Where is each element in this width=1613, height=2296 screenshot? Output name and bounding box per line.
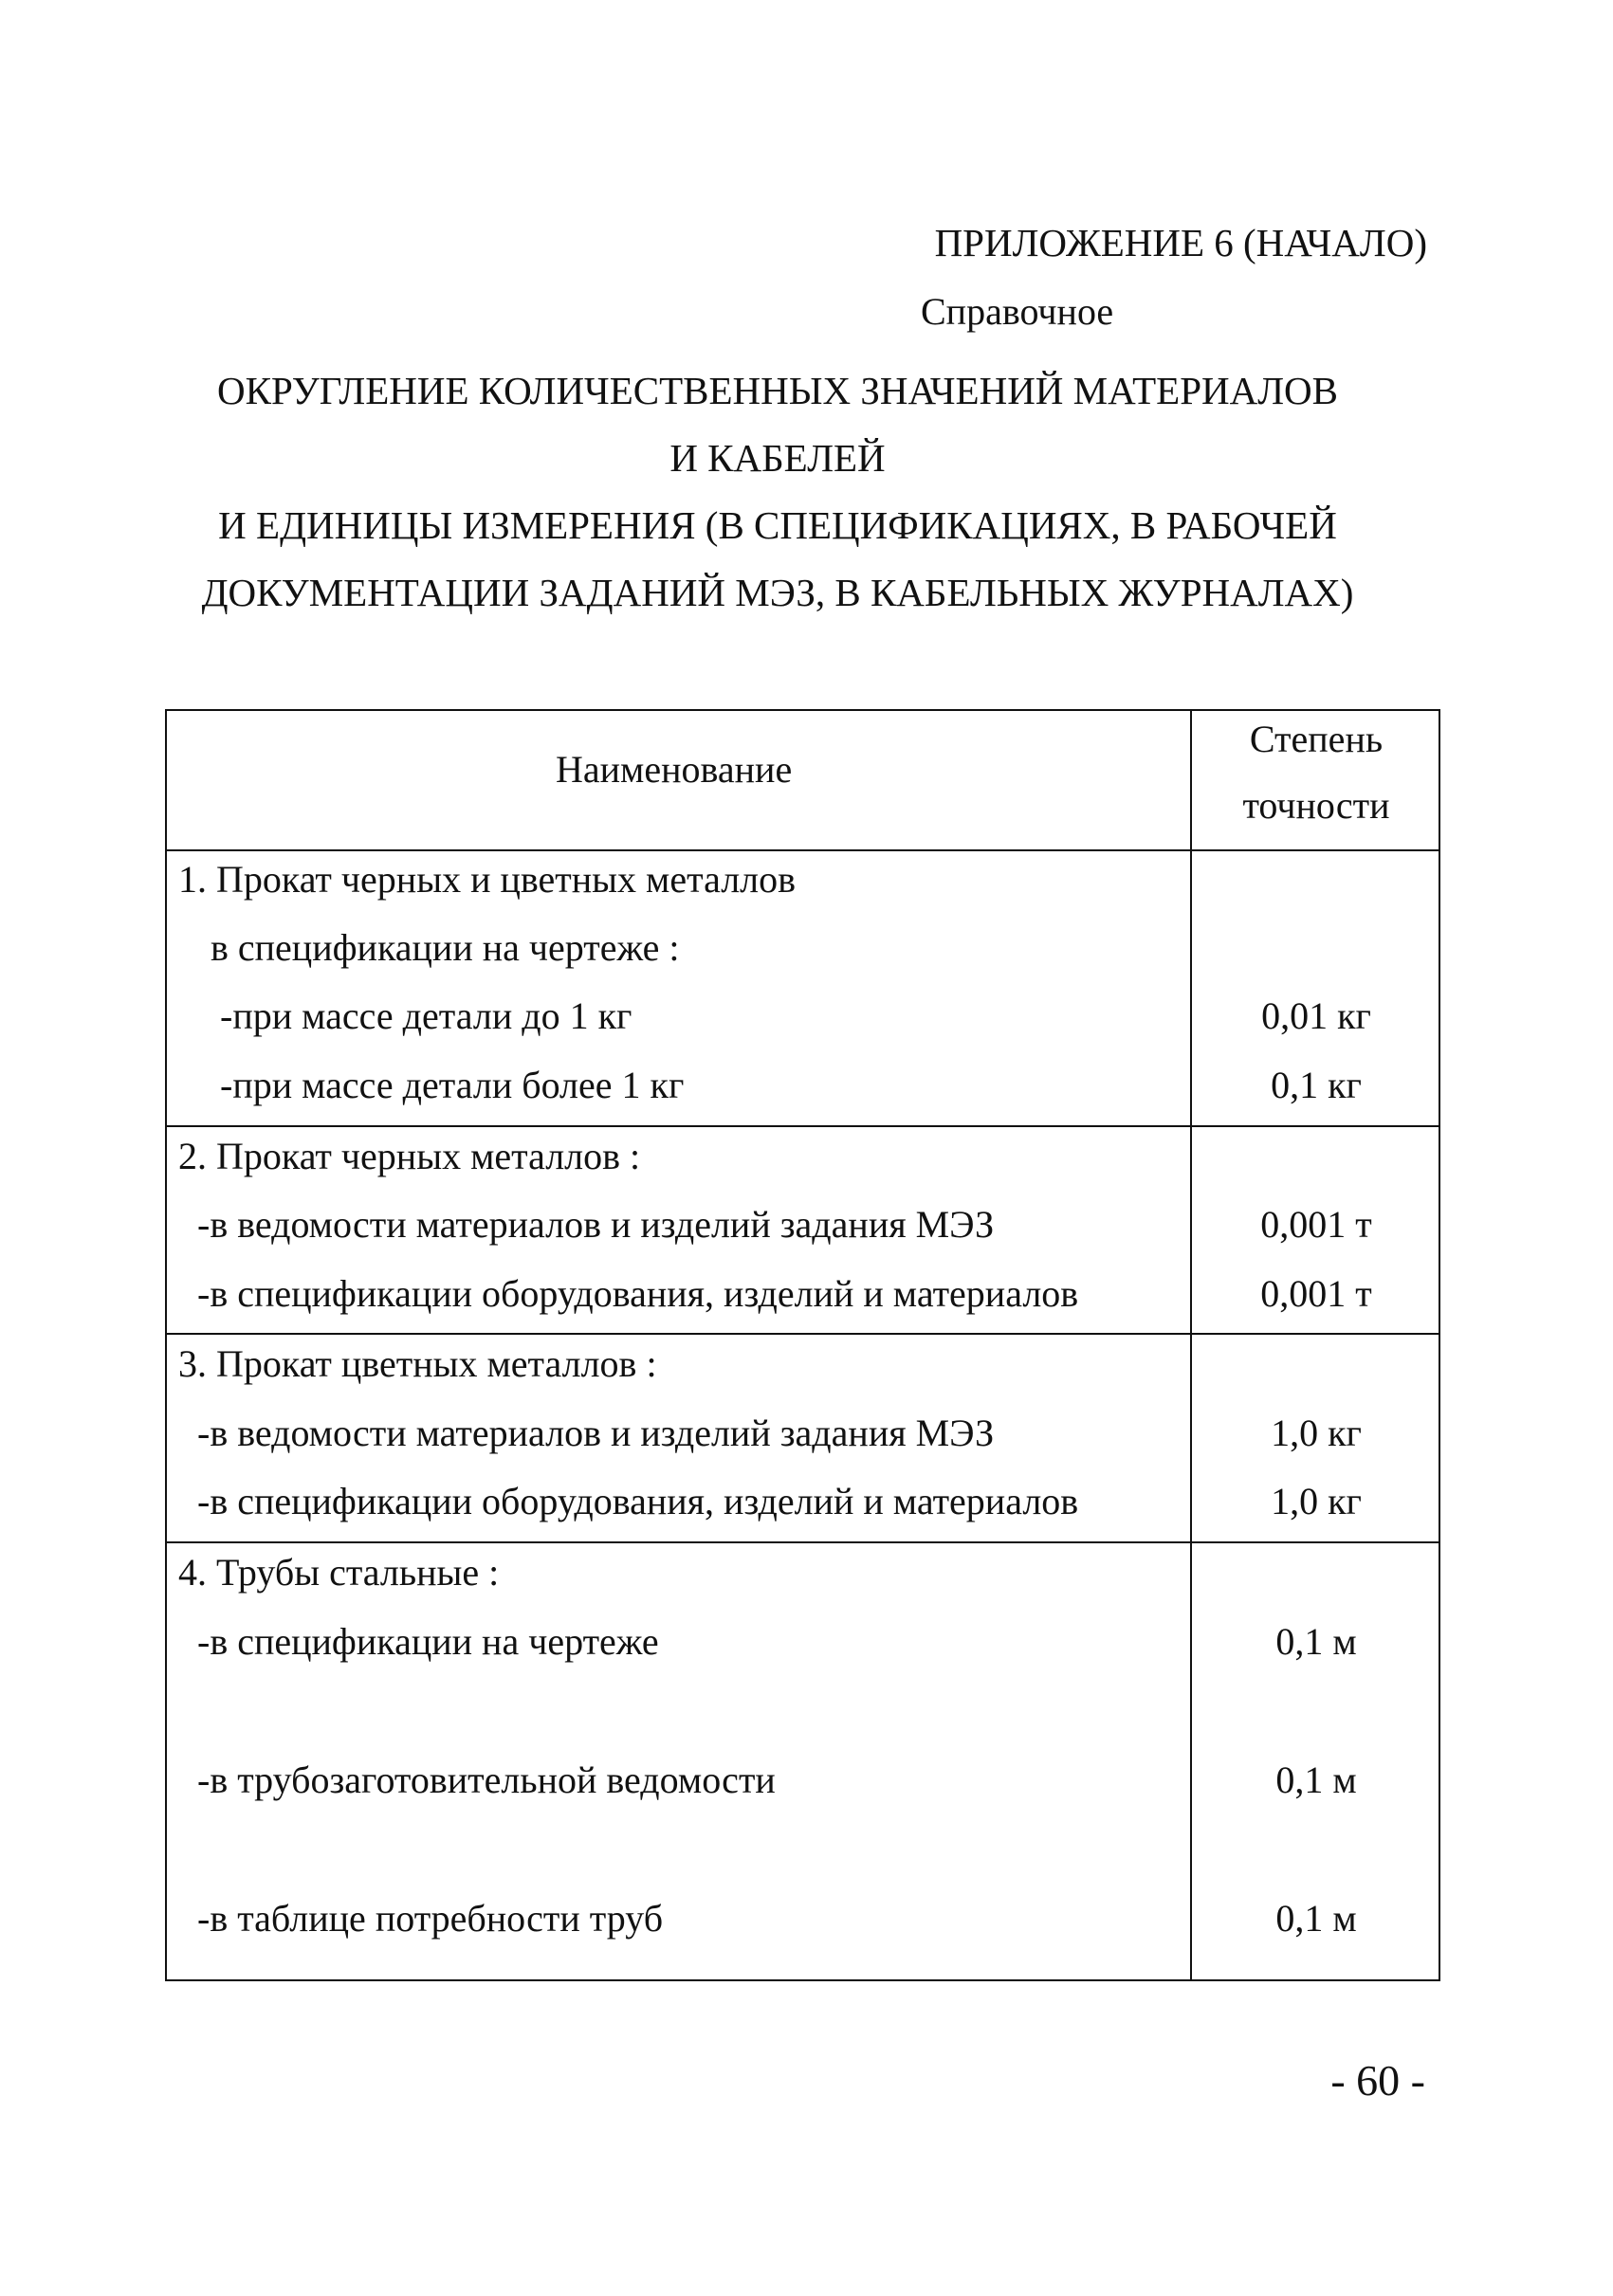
row-value: 0,001 т — [1260, 1203, 1372, 1246]
row-value: 1,0 кг — [1271, 1412, 1362, 1454]
title-line: И ЕДИНИЦЫ ИЗМЕРЕНИЯ (В СПЕЦИФИКАЦИЯХ, В РАБОЧЕЙ — [218, 503, 1337, 547]
row-value: 0,01 кг — [1261, 994, 1371, 1037]
page-number: - 60 - — [1330, 2056, 1425, 2105]
row-value: 1,0 кг — [1271, 1480, 1362, 1522]
row-label: -в спецификации оборудования, изделий и материалов — [197, 1480, 1079, 1522]
appendix-label: ПРИЛОЖЕНИЕ 6 (НАЧАЛО) — [934, 221, 1427, 264]
section-title: 3. Прокат цветных металлов : — [178, 1342, 657, 1385]
precision-table — [165, 709, 1440, 1981]
row-label: -в таблице потребности труб — [197, 1897, 664, 1940]
row-label: -в ведомости материалов и изделий задания МЭЗ — [197, 1412, 995, 1454]
section-subtitle: в спецификации на чертеже : — [211, 926, 680, 969]
section-title: 1. Прокат черных и цветных металлов — [178, 858, 796, 901]
row-label: -в ведомости материалов и изделий задания МЭЗ — [197, 1203, 995, 1246]
column-divider — [1190, 711, 1192, 1979]
reference-label: Справочное — [921, 290, 1114, 333]
header-precision-line1: Степень — [1249, 718, 1384, 760]
row-label: -в спецификации оборудования, изделий и материалов — [197, 1272, 1079, 1315]
row-label: -в спецификации на чертеже — [197, 1620, 659, 1663]
row-label: -в трубозаготовительной ведомости — [197, 1758, 776, 1801]
section-title: 2. Прокат черных металлов : — [178, 1135, 641, 1177]
row-divider — [167, 1125, 1439, 1127]
document-title — [161, 357, 1394, 627]
row-divider — [167, 1541, 1439, 1543]
row-value: 0,1 м — [1275, 1758, 1357, 1801]
row-label: -при массе детали до 1 кг — [220, 994, 632, 1037]
row-value: 0,1 кг — [1271, 1064, 1362, 1106]
title-line: И КАБЕЛЕЙ — [669, 436, 886, 480]
header-name: Наименование — [556, 748, 793, 791]
title-line: ДОКУМЕНТАЦИИ ЗАДАНИЙ МЭЗ, В КАБЕЛЬНЫХ ЖУРНАЛАХ) — [201, 571, 1354, 614]
row-value: 0,1 м — [1275, 1897, 1357, 1940]
row-label: -при массе детали более 1 кг — [220, 1064, 685, 1106]
row-value: 0,1 м — [1275, 1620, 1357, 1663]
section-title: 4. Трубы стальные : — [178, 1551, 500, 1594]
title-line: ОКРУГЛЕНИЕ КОЛИЧЕСТВЕННЫХ ЗНАЧЕНИЙ МАТЕРИАЛОВ — [217, 369, 1338, 412]
row-divider — [167, 1333, 1439, 1335]
header-precision-line2: точности — [1242, 784, 1390, 827]
row-divider — [167, 849, 1439, 851]
row-value: 0,001 т — [1260, 1272, 1372, 1315]
